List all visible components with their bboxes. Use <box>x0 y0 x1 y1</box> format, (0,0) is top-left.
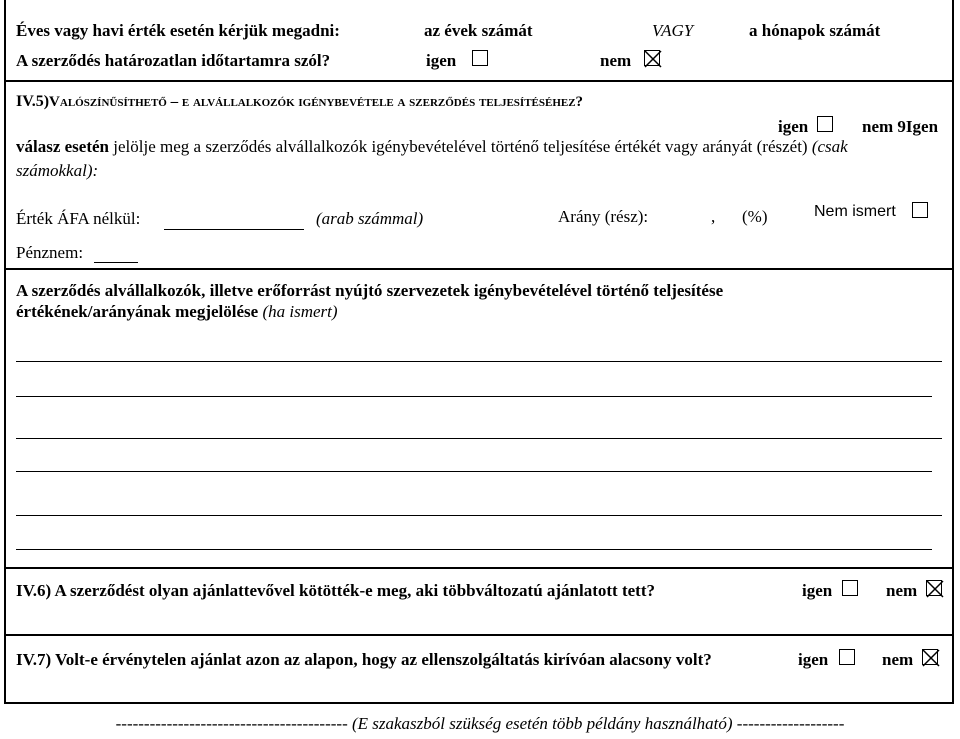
section-7-question: IV.7) Volt-e érvénytelen ajánlat azon az alapon, hogy az ellenszolgáltatás kirívóan alacsony volt? <box>16 650 712 669</box>
ratio-separator: , <box>711 207 716 226</box>
unknown-checkbox[interactable] <box>912 202 928 218</box>
subcontractor-no-label: nem 9Igen <box>862 117 939 136</box>
value-label: Érték ÁFA nélkül: <box>16 209 141 228</box>
low-price-no-checkbox[interactable] <box>922 649 938 665</box>
section-5-instruction-cont: számokkal): <box>16 161 99 180</box>
form-frame <box>4 0 954 704</box>
indefinite-yes-label: igen <box>426 51 457 70</box>
subcontractor-description-label: A szerződés alvállalkozók, illetve erőforrást nyújtó szervezetek igénybevételével történő teljesítése <box>16 281 724 300</box>
section-6-question: IV.6) A szerződést olyan ajánlattevővel kötötték-e meg, aki többváltozatú ajánlatott tett? <box>16 581 655 600</box>
value-input-line[interactable] <box>164 229 304 230</box>
months-label: a hónapok számát <box>749 21 881 40</box>
currency-input-line[interactable] <box>94 262 138 263</box>
subcontractor-yes-checkbox[interactable] <box>817 116 833 132</box>
ratio-label: Arány (rész): <box>558 207 649 226</box>
low-price-yes-checkbox[interactable] <box>839 649 855 665</box>
divider <box>6 567 952 569</box>
divider <box>6 634 952 636</box>
answer-line[interactable] <box>16 515 942 516</box>
section-5-title: IV.5)Valószínűsíthető – e alvállalkozók igénybevétele a szerződés teljesítéséhez? <box>16 93 584 110</box>
currency-label: Pénznem: <box>16 243 84 262</box>
indefinite-no-label: nem <box>600 51 632 70</box>
or-label: VAGY <box>652 21 694 40</box>
answer-line[interactable] <box>16 438 942 439</box>
indefinite-yes-checkbox[interactable] <box>472 50 488 66</box>
low-price-yes-label: igen <box>798 650 829 669</box>
footer-note: ----------------------------------------- (E szakaszból szükség esetén több példány használható) ------------------- <box>115 714 845 733</box>
value-hint: (arab számmal) <box>316 209 424 228</box>
years-label: az évek számát <box>424 21 533 40</box>
answer-line[interactable] <box>16 396 932 397</box>
indefinite-term-question: A szerződés határozatlan időtartamra szól? <box>16 51 331 70</box>
divider <box>6 80 952 82</box>
ratio-unit: (%) <box>742 207 768 226</box>
period-label: Éves vagy havi érték esetén kérjük megadni: <box>16 21 340 40</box>
indefinite-no-checkbox[interactable] <box>644 50 660 66</box>
subcontractor-yes-label: igen <box>778 117 809 136</box>
subcontractor-description-label-cont: értékének/arányának megjelölése (ha ismert) <box>16 302 338 321</box>
unknown-label: Nem ismert <box>814 203 896 220</box>
low-price-no-label: nem <box>882 650 914 669</box>
answer-line[interactable] <box>16 471 932 472</box>
section-5-instruction: válasz esetén jelölje meg a szerződés alvállalkozók igénybevételével történő teljesítése értékét vagy arányát (részét) (csak <box>16 137 848 156</box>
variant-yes-label: igen <box>802 581 833 600</box>
variant-yes-checkbox[interactable] <box>842 580 858 596</box>
variant-no-checkbox[interactable] <box>926 580 942 596</box>
divider <box>6 268 952 270</box>
variant-no-label: nem <box>886 581 918 600</box>
answer-line[interactable] <box>16 361 942 362</box>
answer-line[interactable] <box>16 549 932 550</box>
